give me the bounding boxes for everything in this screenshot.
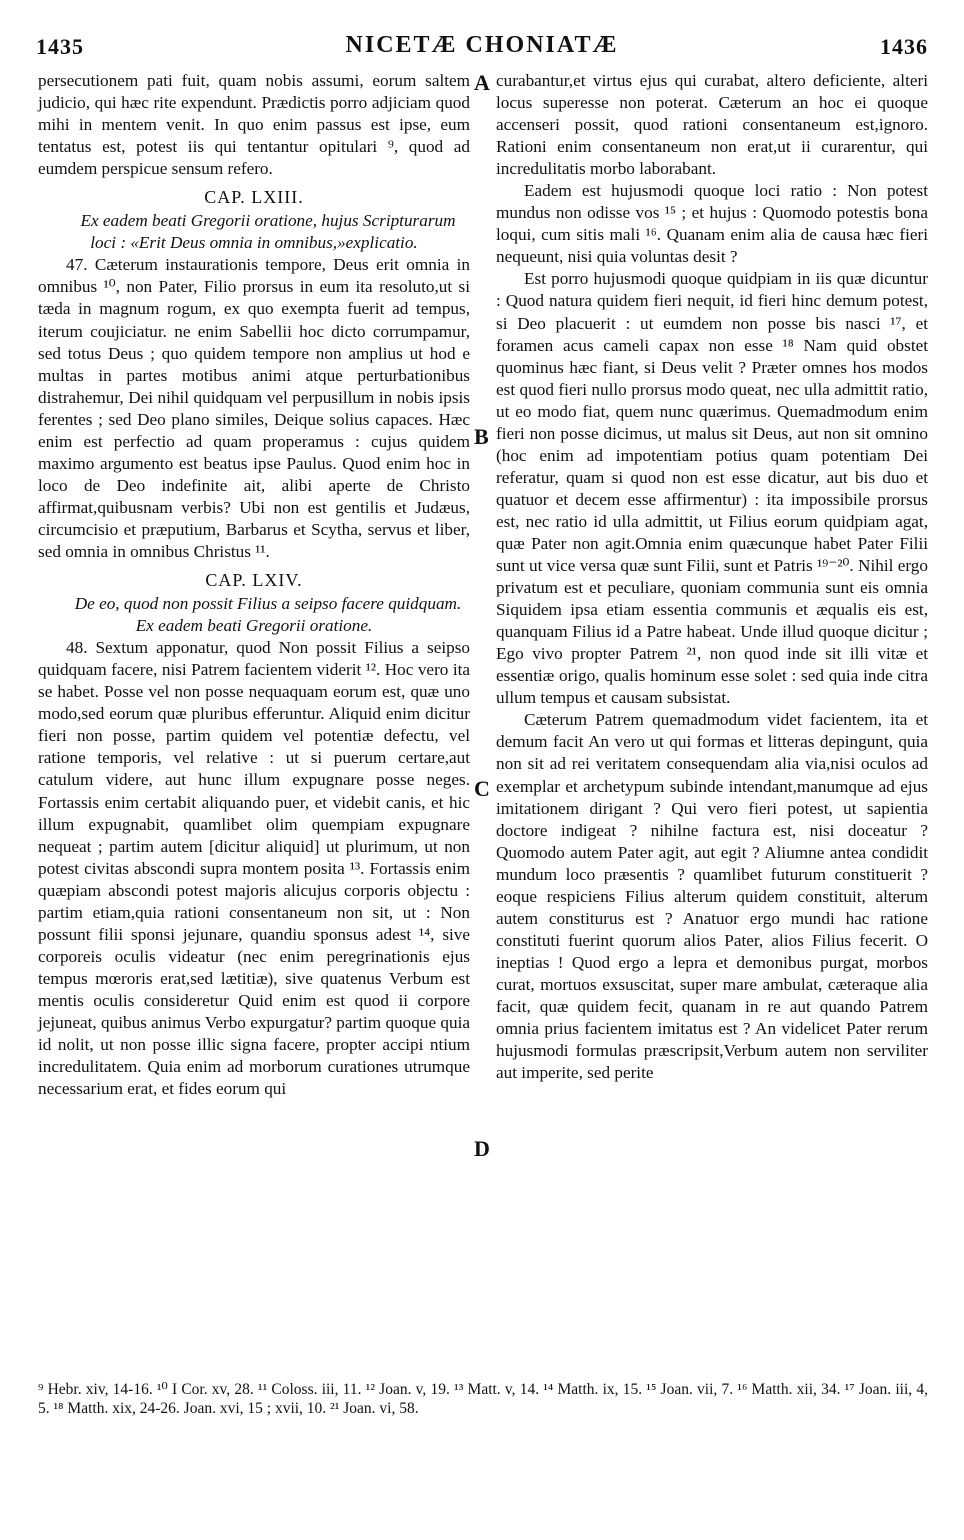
margin-letter-b: B <box>474 424 489 449</box>
margin-letter-a: A <box>474 70 490 95</box>
margin-letter-c: C <box>474 776 490 801</box>
right-paragraph-4: Cæterum Patrem quemadmodum videt facientem, ita et demum facit An vero ut qui formas et litteras depingunt, quia non sit ad rei veritatem consequendam alia via,nisi oculos ad exemplar et archetypum subinde intendant,manumque ad ejus imitationem dirigant ? Qui vero fieri potest, ut sapientia doctore indigeat ? nihilne factura est, nisi doceatur ? Quomodo autem Pater agit, aut egit ? Aliumne antea condidit mundum loco præsentis ? quamlibet futurum constituerit ? eoque respiciens Filius alterum quidem constituit, alterum autem constiturus est ? Anatuor ergo mundi hac ratione constituti fuerint quorum alios Pater, alios Filius fecerit. O ineptias ! Quod ergo a lepra et demonibus purgat, morbos curat, mortuos exsuscitat, super mare ambulat, cæteraque alia facit, quæ quidem fecit, quanam in re aut quando Patrem omnia prius facientem imitatus est ? An videlicet Pater rerum hujusmodi formulas præscripsit,Verbum autem non serviliter aut imperite, sed perite <box>496 710 928 1083</box>
left-paragraph-2: 47. Cæterum instaurationis tempore, Deus erit omnia in omnibus ¹⁰, non Pater, Filio prorsus in eum ita resoluto,ut si tæda in magnum rogum, ex quo exempta fuerit ad tempus, iterum coujiciatur. ne enim Sabellii hoc dicto corrumpamur, sed totus Deus ; quo quidem tempore non amplius ut hod e multas in partes motibus animi atque perturbationibus distrahemur, Dei nihil quidquam vel perpusillum in nobis ipsis ferentes ; sed Deo plano similes, Deique solius capaces. Hæc enim est perfectio ad quam properamus : cujus quidem maximo argumento est beatus ipse Paulus. Quod enim hoc in loco de Deo indefinite ait, alibi aperte de Christo affirmat,quibusnam verbis? Ubi non est gentilis et Judæus, circumcisio et præputium, Barbarus et Scytha, servus et liber, sed omnia in omnibus Christus ¹¹. <box>38 255 470 561</box>
right-paragraph-1: curabantur,et virtus ejus qui curabat, altero deficiente, alteri locus superesse non poterat. Cæterum an hoc ei quoque accenseri possit, quod rationi consentaneum est,ignoro. Rationi enim consentaneum non erat,ut ii curarentur, qui incredulitatis morbo laborabant. <box>496 71 928 179</box>
left-paragraph-3: 48. Sextum apponatur, quod Non possit Filius a seipso quidquam facere, nisi Patrem facientem viderit ¹². Hoc vero ita se habet. Posse vel non posse nequaquam eorum est, quæ uno modo,sed eorum quæ pluribus efferuntur. Aliquid enim dicitur fieri non posse, partim quidem vel potentiæ defectu, vel ratione temporis, vel relative : ut si puerum certare,aut catulum videre, aut hunc illum expugnare posse neges. Fortassis enim certabit aliquando puer, et videbit canis, et hic illum expugnabit, quamlibet olim quempiam expugnare nequeat ; partim autem [dicitur aliquid] ut plurimum, ut non potest civitas abscondi supra montem posita ¹³. Fortassis enim quæpiam abscondi potest majoris alicujus corporis objectu : partim etiam,quia rationi consentaneum non sit, ut : Non possunt filii sponsi jejunare, quandiu sponsus adest ¹⁴, sive corporeis oculis videatur (nec enim peregrinationis ejus tempus mœroris erat,sed lætitiæ), sive quatenus Verbum est mentis oculis consideretur Quid enim est quod ii corpore jejuneat, quibus animus Verbo expurgatur? partim quoque quia id nolit, ut non posse illic signa facere, propter accipi ntium incredulitatem. Quia enim ad morborum curationes utrumque necessarium erat, et fides eorum qui <box>38 638 470 1099</box>
left-column <box>38 70 470 1100</box>
left-paragraph-1: persecutionem pati fuit, quam nobis assumi, eorum saltem judicio, qui hæc rite expendunt. Prædictis porro adjiciam quod mihi in mentem venit. In quo enim passus est ipse, eum tentatus est, potest iis qui tentantur opitulari ⁹, quod ad eumdem perspicue sensum refero. <box>38 71 470 179</box>
chapter-subtitle-lxiii: Ex eadem beati Gregorii oratione, hujus Scripturarum loci : «Erit Deus omnia in omnibus,»explicatio. <box>80 211 456 253</box>
right-column <box>496 70 928 1084</box>
chapter-heading-lxiv: CAP. LXIV. <box>205 570 303 591</box>
page-number-left: 1435 <box>36 34 84 59</box>
page-header <box>0 28 964 68</box>
margin-letter-d: D <box>474 1136 490 1161</box>
right-paragraph-2: Eadem est hujusmodi quoque loci ratio : Non potest mundus non odisse vos ¹⁵ ; et hujus : Quomodo potestis bona loqui, cum sitis mali ¹⁶. Quanam enim alia de causa hæc fieri nequeunt, nisi quia voluntas desit ? <box>496 181 928 267</box>
right-paragraph-3: Est porro hujusmodi quoque quidpiam in iis quæ dicuntur : Quod natura quidem fieri nequit, id fieri hinc demum potest, si Deo placuerit : ut eumdem non posse bis nasci ¹⁷, et foramen acus cameli capax non esse ¹⁸ Nam quid obstet quominus hæc fiant, si Deus velit ? Præter omnes hos modos est quod fieri nullo prorsus modo queat, nec ulla admittit ratio, ut eo modo fiat, quem nunc quærimus. Quemadmodum enim fieri non posse dicimus, ut malus sit Deus, aut non sit omnino (hoc enim ad impotentiam potius quam potentiam Dei referatur, quam si quod non est esse dicatur, aut bis duo et quatuor et decem esse affirmentur) : ita impossibile prorsus est, nec ratio id ulla admittit, ut Filius eorum quidpiam agat, quæ Pater non agit.Omnia enim quæcunque habet Pater Filii sunt ut vice versa quæ sunt Filii, sunt et Patris ¹⁹⁻²⁰. Nihil ergo privatum est et peculiare, quoniam communia sunt eis omnia Siquidem ipsa etiam essentia communis et æqualis eis est, quanquam Filius id a Patre habeat. Unde illud quoque dicitur ; Ego vivo propter Patrem ²¹, non quod inde sit illi vitæ et essentiæ origo, qualis hominum esse solet : sed quia inde citra ullum tempus et causam subsistat. <box>496 269 928 708</box>
running-title: NICETÆ CHONIATÆ <box>345 32 619 58</box>
chapter-heading-lxiii: CAP. LXIII. <box>204 187 304 208</box>
chapter-subtitle-lxiv: De eo, quod non possit Filius a seipso facere quidquam. Ex eadem beati Gregorii oratione. <box>74 594 462 636</box>
footnotes: ⁹ Hebr. xiv, 14-16. ¹⁰ I Cor. xv, 28. ¹¹ Coloss. iii, 11. ¹² Joan. v, 19. ¹³ Matt. v, 14. ¹⁴ Matth. ix, 15. ¹⁵ Joan. vii, 7. ¹⁶ Matth. xii, 34. ¹⁷ Joan. iii, 4, 5. ¹⁸ Matth. xix, 24-26. Joan. xvi, 15 ; xvii, 10. ²¹ Joan. vi, 58. <box>38 1381 928 1417</box>
page-number-right: 1436 <box>880 34 928 59</box>
